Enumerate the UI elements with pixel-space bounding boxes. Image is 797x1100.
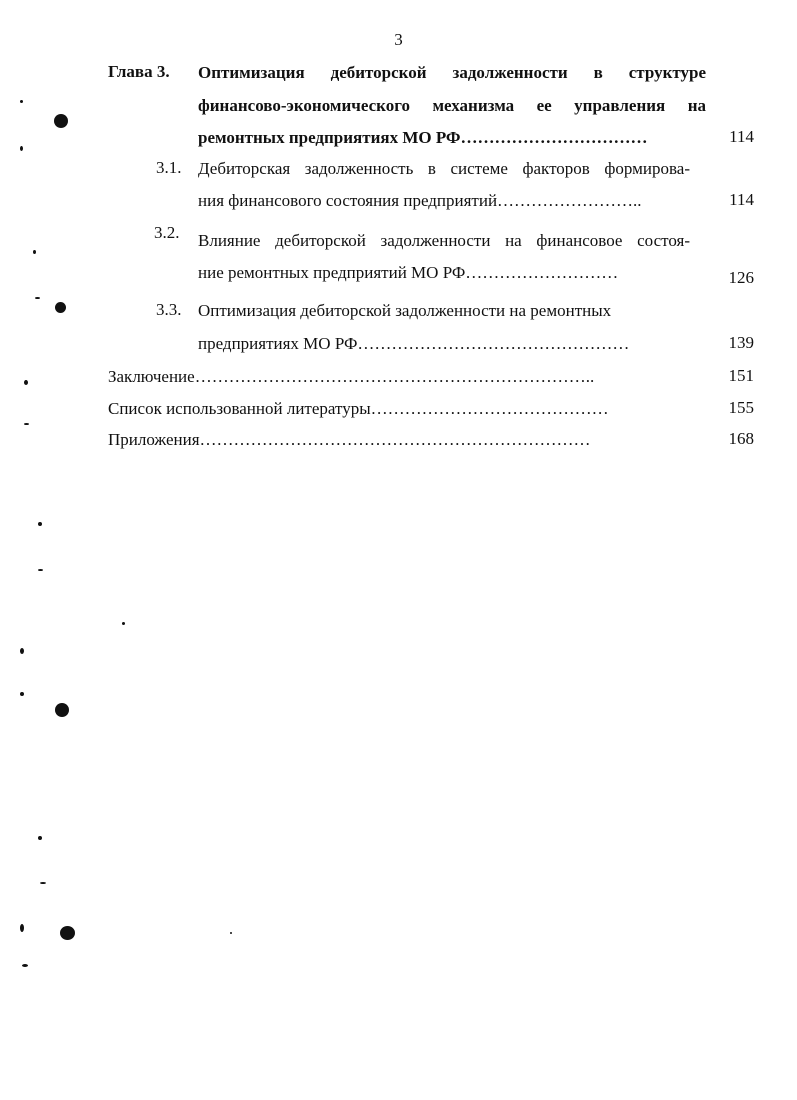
speck bbox=[122, 622, 125, 625]
speck bbox=[22, 964, 28, 967]
section-page: 114 bbox=[729, 190, 754, 209]
conclusion-entry: Заключение…………………………………………………………….. bbox=[108, 367, 595, 386]
speck bbox=[24, 380, 28, 385]
section-title-line1: Влияние дебиторской задолженности на финансовое состоя- bbox=[198, 231, 690, 250]
speck bbox=[38, 522, 42, 526]
chapter-page: 114 bbox=[729, 127, 754, 146]
section-title-line2: ния финансового состояния предприятий…………………….. bbox=[198, 191, 642, 210]
section-number: 3.2. bbox=[154, 223, 180, 242]
speck bbox=[20, 100, 23, 103]
speck bbox=[20, 146, 23, 151]
speck bbox=[20, 648, 24, 654]
bibliography-entry: Список использованной литературы…………………………………… bbox=[108, 399, 609, 418]
section-number: 3.1. bbox=[156, 158, 182, 177]
bibliography-page: 155 bbox=[728, 398, 754, 417]
speck bbox=[54, 114, 68, 128]
section-page: 139 bbox=[728, 333, 754, 352]
speck bbox=[20, 924, 24, 932]
page-number: 3 bbox=[394, 30, 403, 49]
conclusion-page: 151 bbox=[728, 366, 754, 385]
speck bbox=[24, 423, 29, 425]
appendices-entry: Приложения…………………………………………………………… bbox=[108, 430, 591, 449]
speck bbox=[38, 569, 43, 571]
section-title-line2: ние ремонтных предприятий МО РФ……………………… bbox=[198, 263, 619, 282]
speck bbox=[35, 297, 40, 299]
section-title-line1: Оптимизация дебиторской задолженности на ремонтных bbox=[198, 301, 612, 320]
appendices-page: 168 bbox=[728, 429, 754, 448]
speck bbox=[55, 703, 69, 717]
speck bbox=[33, 250, 36, 254]
speck bbox=[230, 932, 232, 934]
chapter-label: Глава 3. bbox=[108, 62, 170, 81]
speck bbox=[60, 926, 75, 940]
section-title-line1: Дебиторская задолженность в системе факторов формирова- bbox=[198, 159, 690, 178]
speck bbox=[55, 302, 66, 313]
speck bbox=[38, 836, 42, 840]
section-title-line2: предприятиях МО РФ………………………………………… bbox=[198, 334, 630, 353]
section-page: 126 bbox=[728, 268, 754, 287]
chapter-title-line3: ремонтных предприятиях МО РФ…………………………… bbox=[198, 128, 648, 147]
chapter-title-line2: финансово-экономического механизма ее управления на bbox=[198, 96, 706, 115]
speck bbox=[20, 692, 24, 696]
chapter-title-line1: Оптимизация дебиторской задолженности в структуре bbox=[198, 63, 706, 82]
speck bbox=[40, 882, 46, 884]
section-number: 3.3. bbox=[156, 300, 182, 319]
